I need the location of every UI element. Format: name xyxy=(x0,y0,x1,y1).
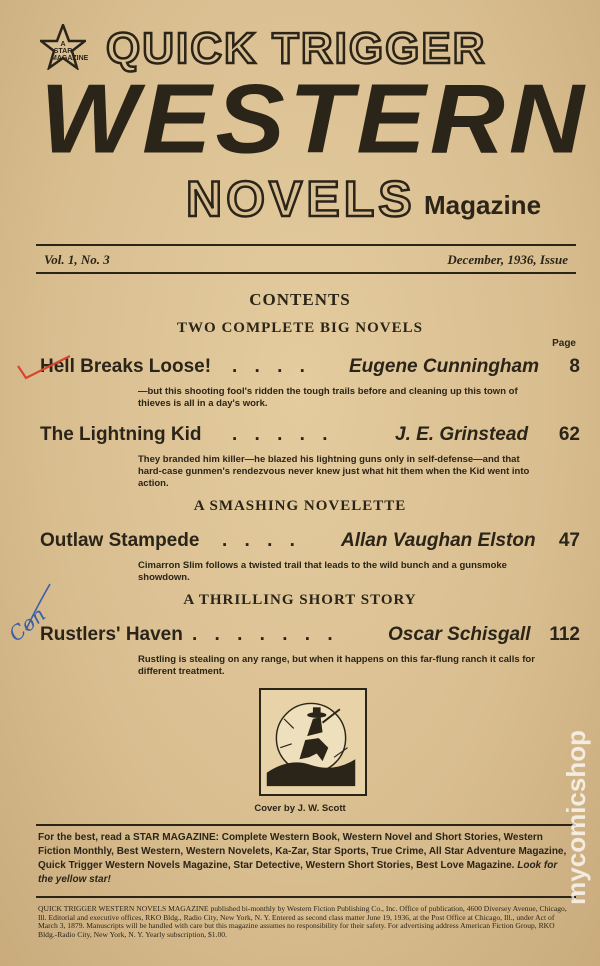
title-magazine: Magazine xyxy=(424,190,542,220)
divider-top xyxy=(36,244,576,246)
story-author: J. E. Grinstead xyxy=(395,424,529,445)
issue-volume: Vol. 1, No. 3 xyxy=(44,252,110,267)
story-author: Allan Vaughan Elston xyxy=(341,530,536,551)
legal-notice: QUICK TRIGGER WESTERN NOVELS MAGAZINE published bi-monthly by Western Fiction Publishing Co., Inc. Office of publication, 4600 Diversey Avenue, Chicago, Ill. Editorial and executive offices, RKO Bldg., Radio City, New York, N. Y. Entered as second class matter June 19, 1936, at the Post Office at Chicago, Ill., under Act of March 3, 1879. Manuscripts will be handled with care but this magazine assumes no responsibility for their safety. For advertising address American Fiction Group, RKO Bldg.-Radio City, New York, N. Y. Yearly subscription, $1.00. xyxy=(38,904,567,939)
story-author: Oscar Schisgall xyxy=(388,624,531,645)
divider-promo-top xyxy=(36,824,576,826)
promo-tagline: Look for the yellow star! xyxy=(38,860,558,885)
story-description: They branded him killer—he blazed his lightning guns only in self-defense—and that hard-case gunmen's rendezvous never knew just what hit them when the Kid went into action. xyxy=(138,454,530,489)
story-author: Eugene Cunningham xyxy=(349,356,539,377)
promo-text: For the best, read a STAR MAGAZINE: Complete Western Book, Western Novel and Short Stories, Western Fiction Monthly, Best Western, Western Novelets, Ka-Zar, Star Sports, True Crime, All Star Adventure Magazine, Quick Trigger Western Novels Magazine, Star Detective, Western Short Stories, Best Love Magazine. xyxy=(38,832,567,871)
title-quick-trigger: QUICK TRIGGER xyxy=(106,24,487,73)
story-description: Rustling is stealing on any range, but when it happens on this far-flung ranch it calls for different treatment. xyxy=(138,654,535,677)
title-western: WESTERN xyxy=(40,64,588,175)
section-heading-novels: TWO COMPLETE BIG NOVELS xyxy=(177,320,423,336)
contents-entry xyxy=(40,530,580,586)
contents-heading: CONTENTS xyxy=(249,290,351,309)
story-title: Hell Breaks Loose! xyxy=(40,356,212,377)
story-title: Rustlers' Haven xyxy=(40,624,183,645)
star-logo-icon xyxy=(40,24,89,70)
contents-entry xyxy=(40,356,580,416)
story-page-number: 47 xyxy=(558,530,580,551)
story-page-number: 8 xyxy=(569,356,580,377)
masthead xyxy=(36,18,588,238)
section-heading-short-story: A THRILLING SHORT STORY xyxy=(183,592,417,608)
leader-dots: . . . . . . . xyxy=(192,624,339,645)
leader-dots: . . . . xyxy=(232,356,311,377)
contents-entry xyxy=(40,624,580,684)
page-column-label: Page xyxy=(552,338,576,349)
story-description: Cimarron Slim follows a twisted trail that leads to the wild bunch and a gunsmoke showdown. xyxy=(138,560,507,583)
section-heading-novelette: A SMASHING NOVELETTE xyxy=(193,498,407,514)
story-page-number: 112 xyxy=(549,624,580,645)
cover-credit: Cover by J. W. Scott xyxy=(254,803,346,814)
watermark xyxy=(556,730,596,962)
star-logo-label: A STAR MAGAZINE xyxy=(51,41,89,62)
contents-entry xyxy=(40,424,580,496)
watermark-text: mycomicshop xyxy=(561,730,591,905)
issue-date: December, 1936, Issue xyxy=(447,252,568,267)
story-title: The Lightning Kid xyxy=(40,424,202,445)
handwritten-note: Con xyxy=(4,602,51,647)
story-description: —but this shooting fool's ridden the tough trails before and cleaning up this town of thieves is all in a day's work. xyxy=(138,386,518,409)
title-novels: NOVELS xyxy=(186,171,416,227)
leader-dots: . . . . xyxy=(222,530,301,551)
story-page-number: 62 xyxy=(558,424,580,445)
story-title: Outlaw Stampede xyxy=(40,530,200,551)
leader-dots: . . . . . xyxy=(232,424,334,445)
divider-issue xyxy=(36,272,576,274)
promo-block xyxy=(38,831,568,887)
divider-promo-bottom xyxy=(36,896,576,898)
cowboy-rider-illustration-icon xyxy=(259,688,367,796)
